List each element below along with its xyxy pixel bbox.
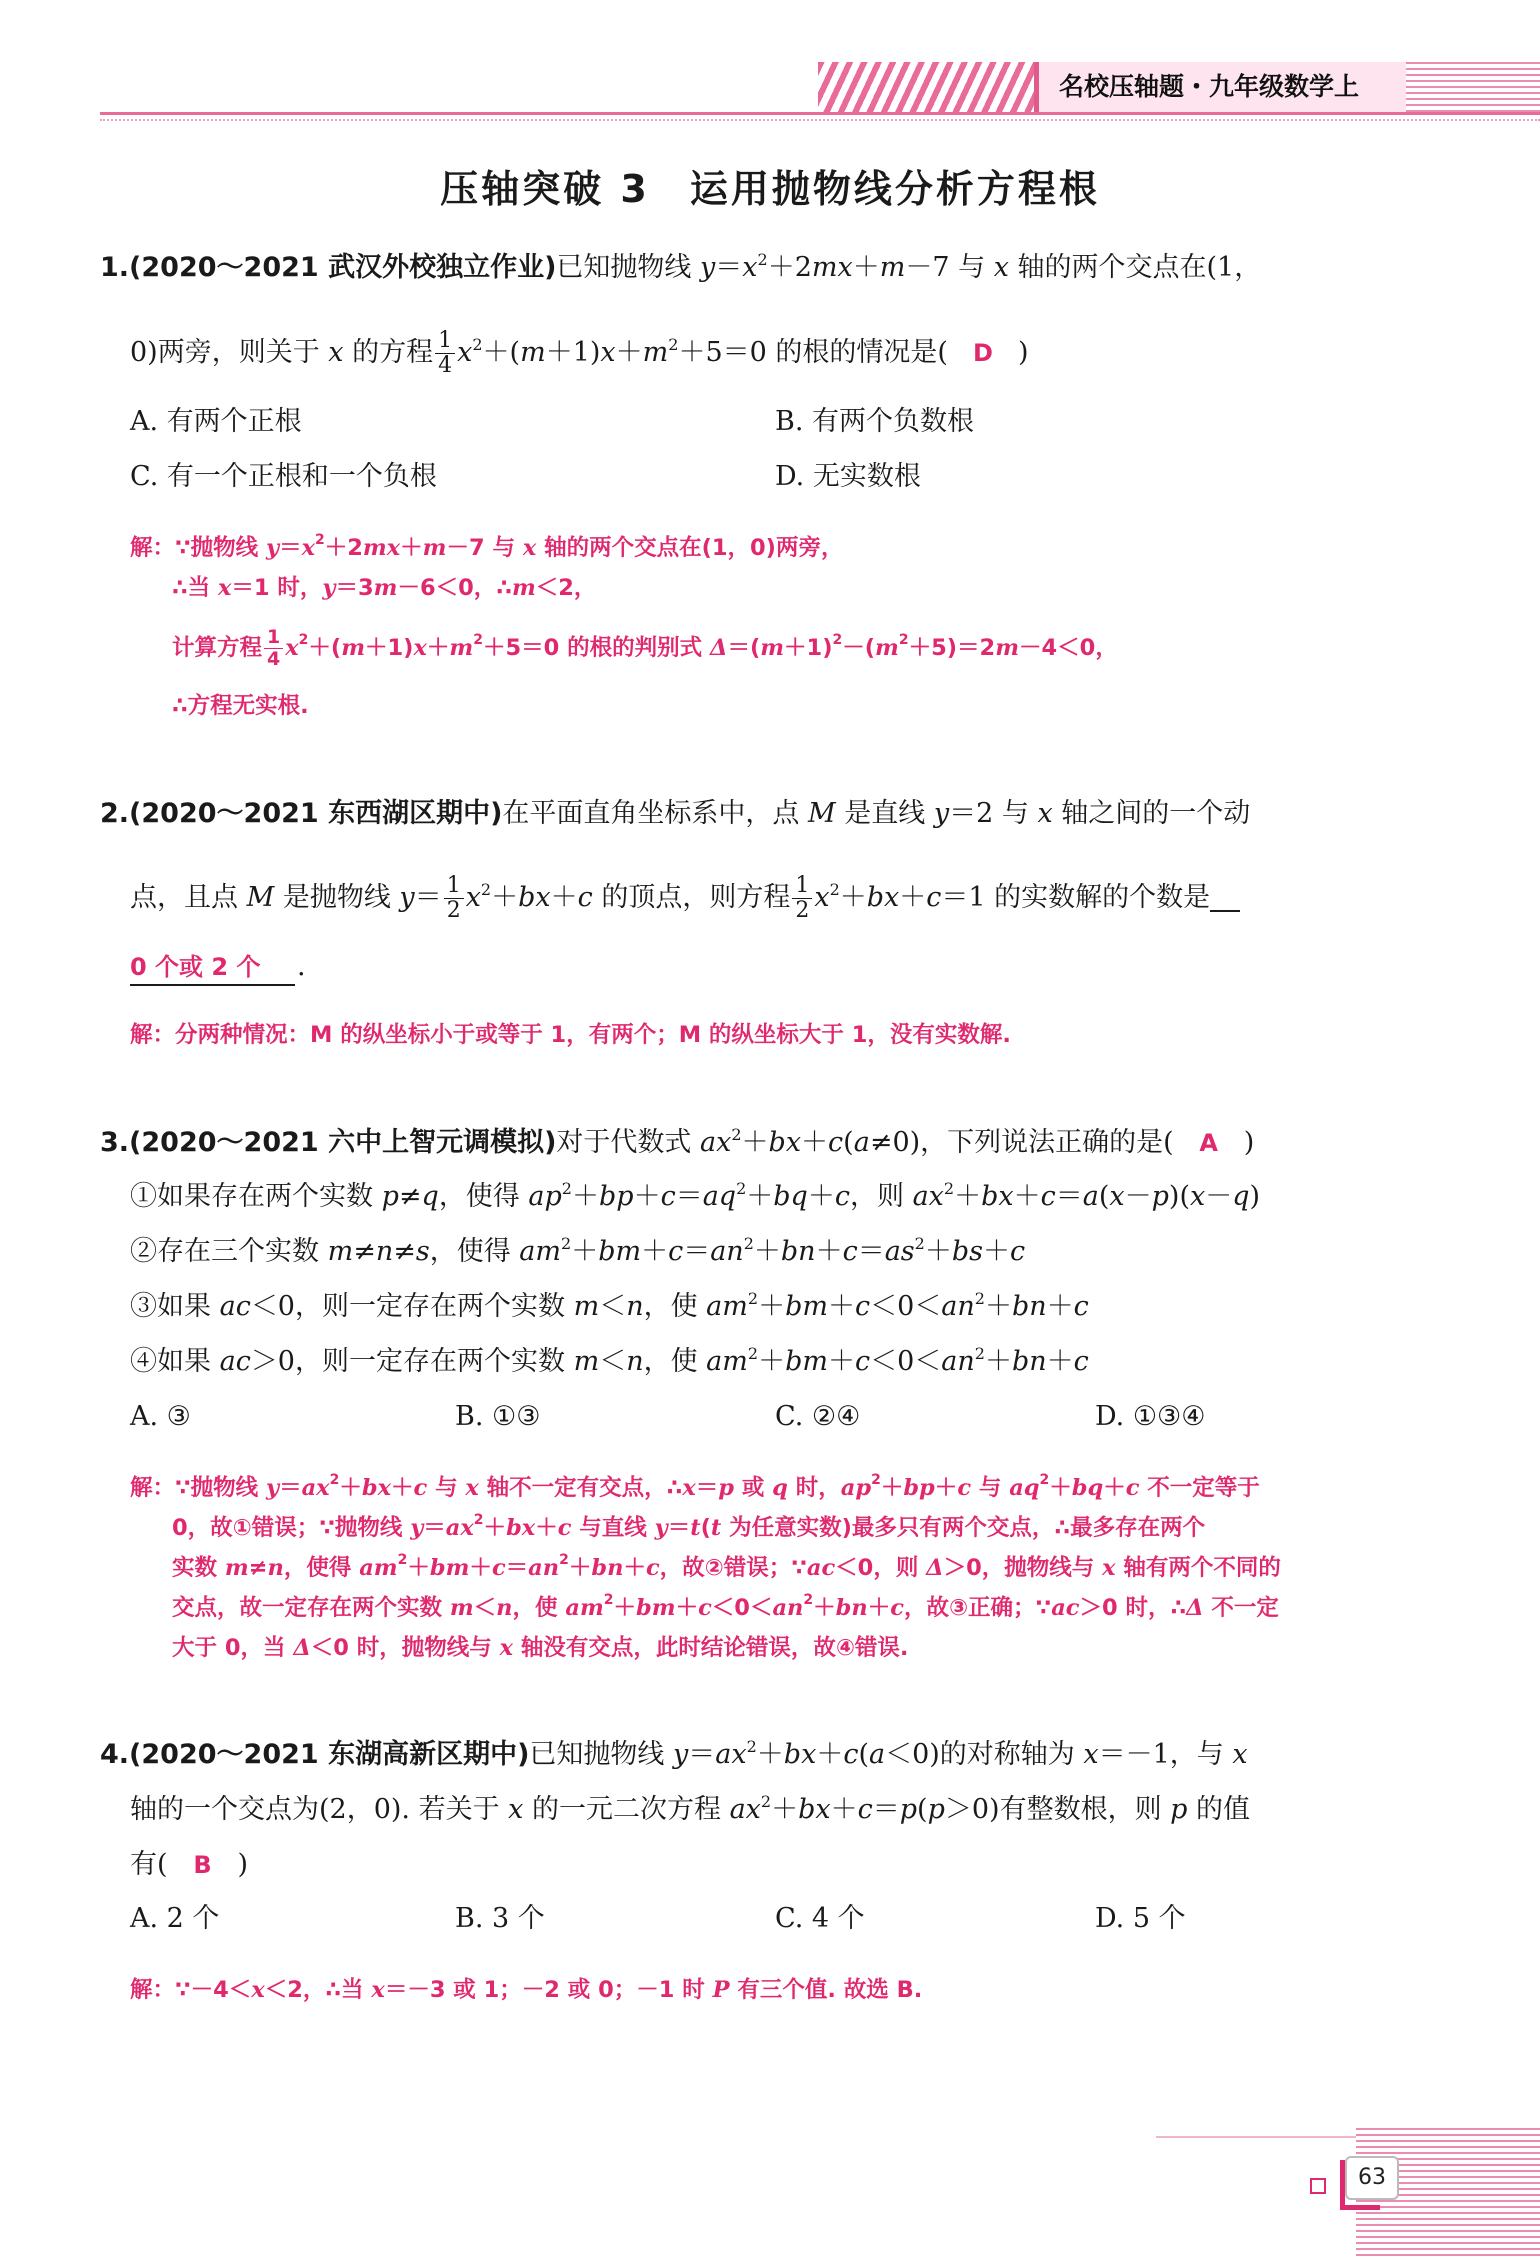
q1-option-a: A. 有两个正根 [130,406,302,437]
q2-source: (2020～2021 东西湖区期中) [129,798,503,829]
q2-line-1: 2.(2020～2021 东西湖区期中)在平面直角坐标系中，点 M 是直线 y＝2 与 x 轴之间的一个动 [100,798,1251,829]
q1-option-c: C. 有一个正根和一个负根 [130,461,437,492]
q4-source: (2020～2021 东湖高新区期中) [129,1739,530,1770]
q2-period: . [297,951,306,982]
q3-statement-3: ③如果 ac＜0，则一定存在两个实数 m＜n，使 $am^2+bm+c<0<an^2+bn+c$ [130,1289,1089,1322]
q4-answer: B [193,1851,212,1879]
q4-option-c: C. 4 个 [775,1903,865,1934]
header-stripe-decoration [818,62,1040,112]
q3-solution-line-4: 交点，故一定存在两个实数 m＜n，使 $am^2+bm+c<0<an^2+bn+c$，故③正确；∵ac＞0 时，∴Δ 不一定 [172,1592,1279,1621]
book-label: 名校压轴题・九年级数学上 [1034,62,1406,112]
q2-line-2: 点，且点 M 是抛物线 y＝ $\frac{1}{2}$ $x^2+bx+c$ 的顶点，则方程 $\frac{1}{2}$ $x^2+bx+c=1$ 的实数解的个数是 [130,875,1240,922]
q4-number: 4. [100,1739,130,1770]
q3-number: 3. [100,1127,130,1158]
q1-option-d: D. 无实数根 [775,461,921,492]
q4-option-a: A. 2 个 [130,1903,220,1934]
q3-solution-line-3: 实数 m≠n，使得 $am^2+bm+c=an^2+bn+c$，故②错误；∵ac＜0，则 Δ＞0，抛物线与 x 轴有两个不同的 [172,1552,1281,1581]
q3-statement-1: ①如果存在两个实数 p≠q，使得 $ap^2+bp+c=aq^2+bq+c$，则 $ax^2+bx+c=a(x-p)(x-q)$ [130,1179,1261,1212]
q1-number: 1. [100,252,130,283]
q1-answer: D [972,339,993,367]
q1-source: (2020～2021 武汉外校独立作业) [129,252,557,283]
title-part-number: 压轴突破 3 [440,167,650,211]
q3-line-1: 3.(2020～2021 六中上智元调模拟)对于代数式 $ax^2+bx+c(a\ne 0)$，下列说法正确的是( A ) [100,1125,1255,1158]
title-part-topic: 运用抛物线分析方程根 [689,167,1100,211]
q3-solution-line-5: 大于 0，当 Δ＜0 时，抛物线与 x 轴没有交点，此时结论错误，故④错误. [172,1635,909,1661]
q4-line-3: 有( B ) [130,1849,249,1880]
header-right-decoration [1406,62,1540,112]
q3-source: (2020～2021 六中上智元调模拟) [129,1127,557,1158]
header-dotted-rule [100,119,1540,121]
q4-option-d: D. 5 个 [1095,1903,1186,1934]
q3-option-b: B. ①③ [455,1401,541,1432]
q4-option-b: B. 3 个 [455,1903,545,1934]
q3-answer: A [1199,1129,1218,1157]
q4-solution: 解：∵－4＜x＜2，∴当 x＝－3 或 1；－2 或 0；－1 时 P 有三个值. 故选 B. [130,1977,923,2003]
q3-solution-line-2: 0，故①错误；∵抛物线 $y=ax^2+bx+c$ 与直线 y＝t(t 为任意实数)最多只有两个交点，∴最多存在两个 [172,1512,1206,1541]
q3-option-c: C. ②④ [775,1401,861,1432]
q1-line-2: 0)两旁，则关于 x 的方程 $\frac{1}{4}$ $x^2+(m+1)x+m^2+5=0$ 的根的情况是( D ) [130,328,1029,378]
q1-option-b: B. 有两个负数根 [775,406,975,437]
q4-line-1: 4.(2020～2021 东湖高新区期中)已知抛物线 $y=ax^2+bx+c(a<0)$的对称轴为 x＝－1，与 x [100,1737,1248,1770]
footer-rule [1156,2136,1356,2138]
q1-solution-line-2: ∴当 x＝1 时，y＝3m－6＜0，∴m＜2， [172,575,597,601]
q1-solution-line-3: 计算方程 $\frac{1}{4}$ $x^2+(m+1)x+m^2+5=0$ 的根的判别式 $\Delta=(m+1)^2-(m^2+5)=2m-4<0$， [172,626,1118,670]
q3-solution-line-1: 解：∵抛物线 $y=ax^2+bx+c$ 与 x 轴不一定有交点，∴x＝p 或 q 时，$ap^2+bp+c$ 与 $aq^2+bq+c$ 不一定等于 [130,1472,1260,1501]
q2-answer: 0 个或 2 个 [130,950,295,986]
q3-statement-4: ④如果 ac＞0，则一定存在两个实数 m＜n，使 $am^2+bm+c<0<an^2+bn+c$ [130,1344,1089,1377]
header-rule [100,112,1540,115]
footer-square-icon [1310,2178,1326,2194]
q3-statement-2: ②存在三个实数 m≠n≠s，使得 $am^2+bm+c=an^2+bn+c=as^2+bs+c$ [130,1234,1026,1267]
page-title [0,158,1540,213]
q3-option-a: A. ③ [130,1401,191,1432]
q1-solution-line-1: 解：∵抛物线 $y=x^2+2mx+m-7$ 与 x 轴的两个交点在(1，0)两旁， [130,532,844,561]
q1-line-1: 1.(2020～2021 武汉外校独立作业)已知抛物线 $y=x^2+2mx+m-7$ 与 x 轴的两个交点在(1， [100,250,1262,283]
q1-solution-line-4: ∴方程无实根. [172,693,309,719]
q2-number: 2. [100,798,130,829]
q2-solution: 解：分两种情况：M 的纵坐标小于或等于 1，有两个；M 的纵坐标大于 1，没有实数解. [130,1022,1011,1048]
q4-line-2: 轴的一个交点为(2，0). 若关于 x 的一元二次方程 $ax^2+bx+c=p(p>0)$有整数根，则 p 的值 [130,1792,1251,1825]
q3-option-d: D. ①③④ [1095,1401,1206,1432]
page-number: 63 [1345,2156,1399,2200]
